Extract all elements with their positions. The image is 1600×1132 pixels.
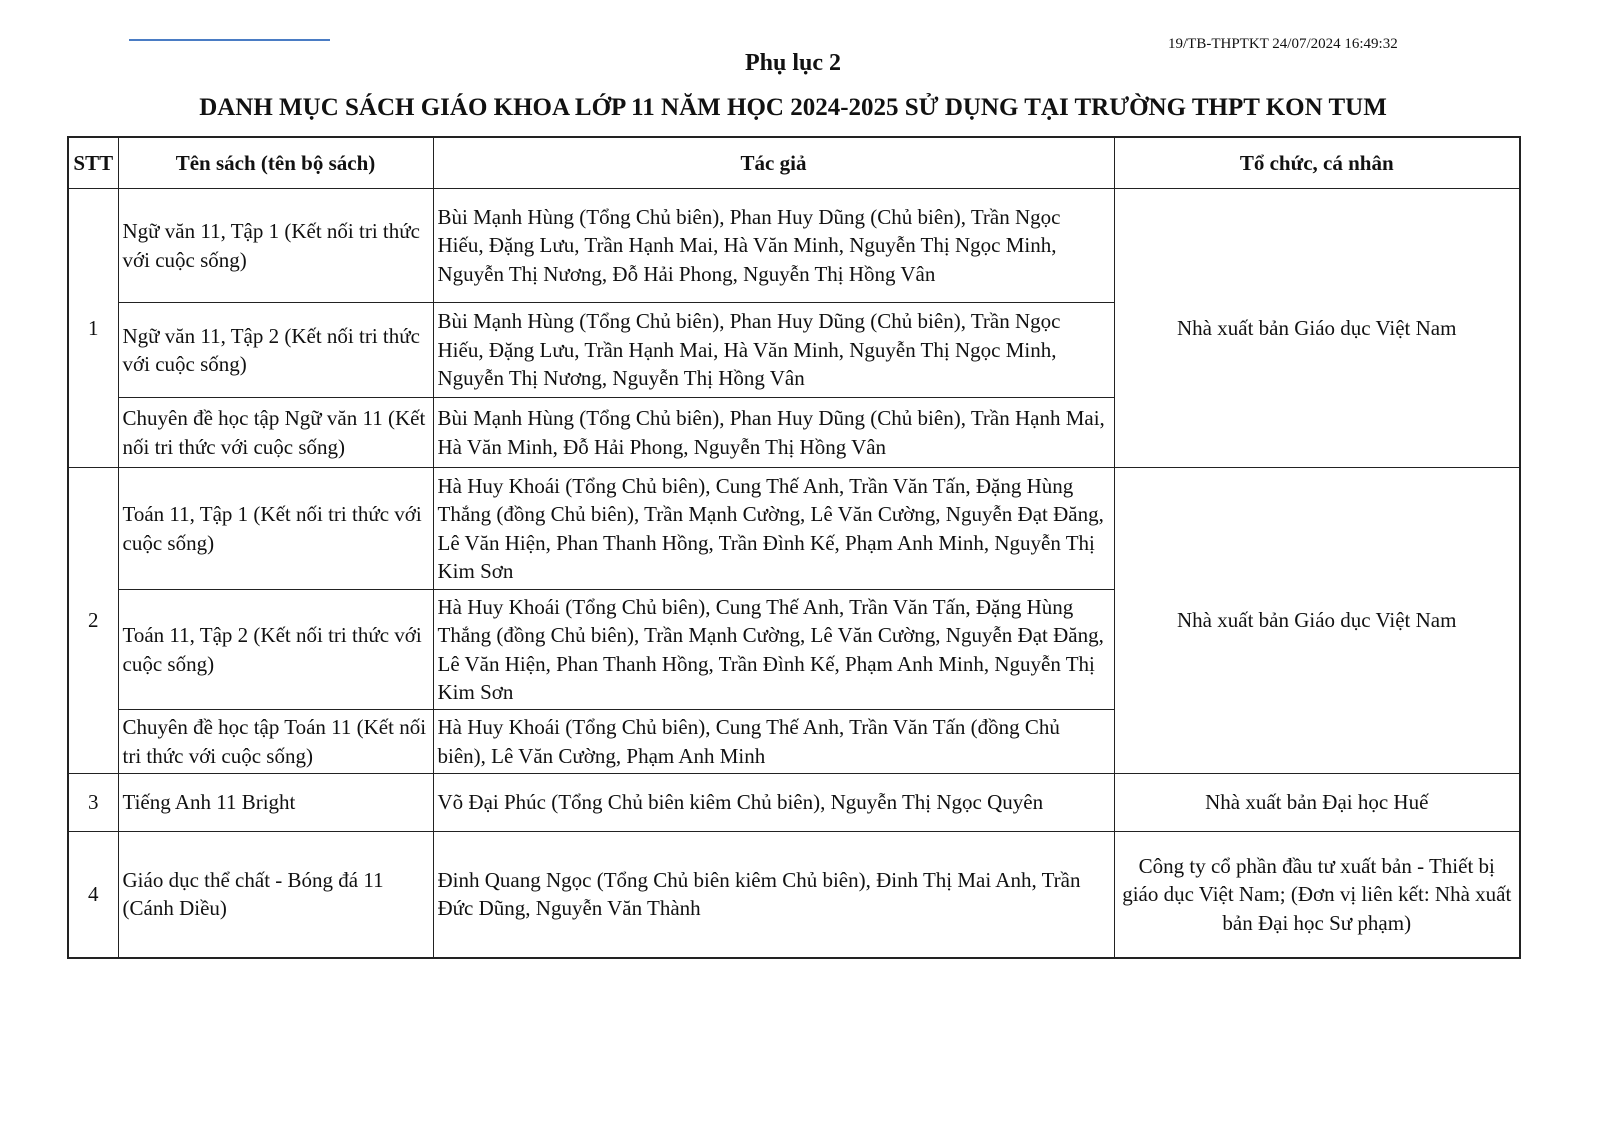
textbook-table	[67, 136, 1521, 959]
table-header-row	[68, 137, 1520, 189]
stt-cell: 4	[68, 832, 118, 958]
authors-cell: Bùi Mạnh Hùng (Tổng Chủ biên), Phan Huy Dũng (Chủ biên), Trần Ngọc Hiếu, Đặng Lưu, Trần Hạnh Mai, Hà Văn Minh, Nguyễn Thị Ngọc Minh, Nguyễn Thị Nương, Đỗ Hải Phong, Nguyễn Thị Hồng Vân	[433, 189, 1114, 303]
stt-cell: 2	[68, 468, 118, 774]
document-title: DANH MỤC SÁCH GIÁO KHOA LỚP 11 NĂM HỌC 2024-2025 SỬ DỤNG TẠI TRƯỜNG THPT KON TUM	[199, 94, 1387, 121]
publisher-cell: Công ty cổ phần đầu tư xuất bản - Thiết bị giáo dục Việt Nam; (Đơn vị liên kết: Nhà xuất bản Đại học Sư phạm)	[1114, 832, 1520, 958]
authors-cell: Hà Huy Khoái (Tổng Chủ biên), Cung Thế Anh, Trần Văn Tấn, Đặng Hùng Thắng (đồng Chủ biên), Trần Mạnh Cường, Lê Văn Cường, Nguyễn Đạt Đăng, Lê Văn Hiện, Phan Thanh Hồng, Trần Đình Kế, Phạm Anh Minh, Nguyễn Thị Kim Sơn	[433, 468, 1114, 590]
authors-cell: Võ Đại Phúc (Tổng Chủ biên kiêm Chủ biên), Nguyễn Thị Ngọc Quyên	[433, 774, 1114, 832]
authors-cell: Bùi Mạnh Hùng (Tổng Chủ biên), Phan Huy Dũng (Chủ biên), Trần Hạnh Mai, Hà Văn Minh, Đỗ Hải Phong, Nguyễn Thị Hồng Vân	[433, 398, 1114, 468]
table-row	[68, 774, 1520, 832]
column-header-publisher: Tổ chức, cá nhân	[1114, 137, 1520, 189]
authors-cell: Hà Huy Khoái (Tổng Chủ biên), Cung Thế Anh, Trần Văn Tấn (đồng Chủ biên), Lê Văn Cường, Phạm Anh Minh	[433, 710, 1114, 774]
appendix-label: Phụ lục 2	[744, 50, 842, 76]
authors-cell: Hà Huy Khoái (Tổng Chủ biên), Cung Thế Anh, Trần Văn Tấn, Đặng Hùng Thắng (đồng Chủ biên), Trần Mạnh Cường, Lê Văn Cường, Nguyễn Đạt Đăng, Lê Văn Hiện, Phan Thanh Hồng, Trần Đình Kế, Phạm Anh Minh, Nguyễn Thị Kim Sơn	[433, 590, 1114, 710]
publisher-cell: Nhà xuất bản Giáo dục Việt Nam	[1114, 189, 1520, 468]
book-name-cell: Giáo dục thể chất - Bóng đá 11 (Cánh Diều)	[118, 832, 433, 958]
table-row	[68, 189, 1520, 303]
column-header-stt: STT	[68, 137, 118, 189]
header-rule	[129, 39, 330, 41]
publisher-cell: Nhà xuất bản Giáo dục Việt Nam	[1114, 468, 1520, 774]
book-name-cell: Chuyên đề học tập Ngữ văn 11 (Kết nối tri thức với cuộc sống)	[118, 398, 433, 468]
authors-cell: Bùi Mạnh Hùng (Tổng Chủ biên), Phan Huy Dũng (Chủ biên), Trần Ngọc Hiếu, Đặng Lưu, Trần Hạnh Mai, Hà Văn Minh, Nguyễn Thị Ngọc Minh, Nguyễn Thị Nương, Nguyễn Thị Hồng Vân	[433, 303, 1114, 398]
publisher-cell: Nhà xuất bản Đại học Huế	[1114, 774, 1520, 832]
book-name-cell: Chuyên đề học tập Toán 11 (Kết nối tri thức với cuộc sống)	[118, 710, 433, 774]
document-reference: 19/TB-THPTKT 24/07/2024 16:49:32	[1168, 36, 1398, 52]
stt-cell: 1	[68, 189, 118, 468]
book-name-cell: Toán 11, Tập 1 (Kết nối tri thức với cuộc sống)	[118, 468, 433, 590]
table-row	[68, 832, 1520, 958]
book-name-cell: Tiếng Anh 11 Bright	[118, 774, 433, 832]
book-name-cell: Toán 11, Tập 2 (Kết nối tri thức với cuộc sống)	[118, 590, 433, 710]
authors-cell: Đinh Quang Ngọc (Tổng Chủ biên kiêm Chủ biên), Đinh Thị Mai Anh, Trần Đức Dũng, Nguyễn Văn Thành	[433, 832, 1114, 958]
column-header-book-name: Tên sách (tên bộ sách)	[118, 137, 433, 189]
book-name-cell: Ngữ văn 11, Tập 2 (Kết nối tri thức với cuộc sống)	[118, 303, 433, 398]
column-header-authors: Tác giả	[433, 137, 1114, 189]
book-name-cell: Ngữ văn 11, Tập 1 (Kết nối tri thức với cuộc sống)	[118, 189, 433, 303]
table-row	[68, 468, 1520, 590]
stt-cell: 3	[68, 774, 118, 832]
